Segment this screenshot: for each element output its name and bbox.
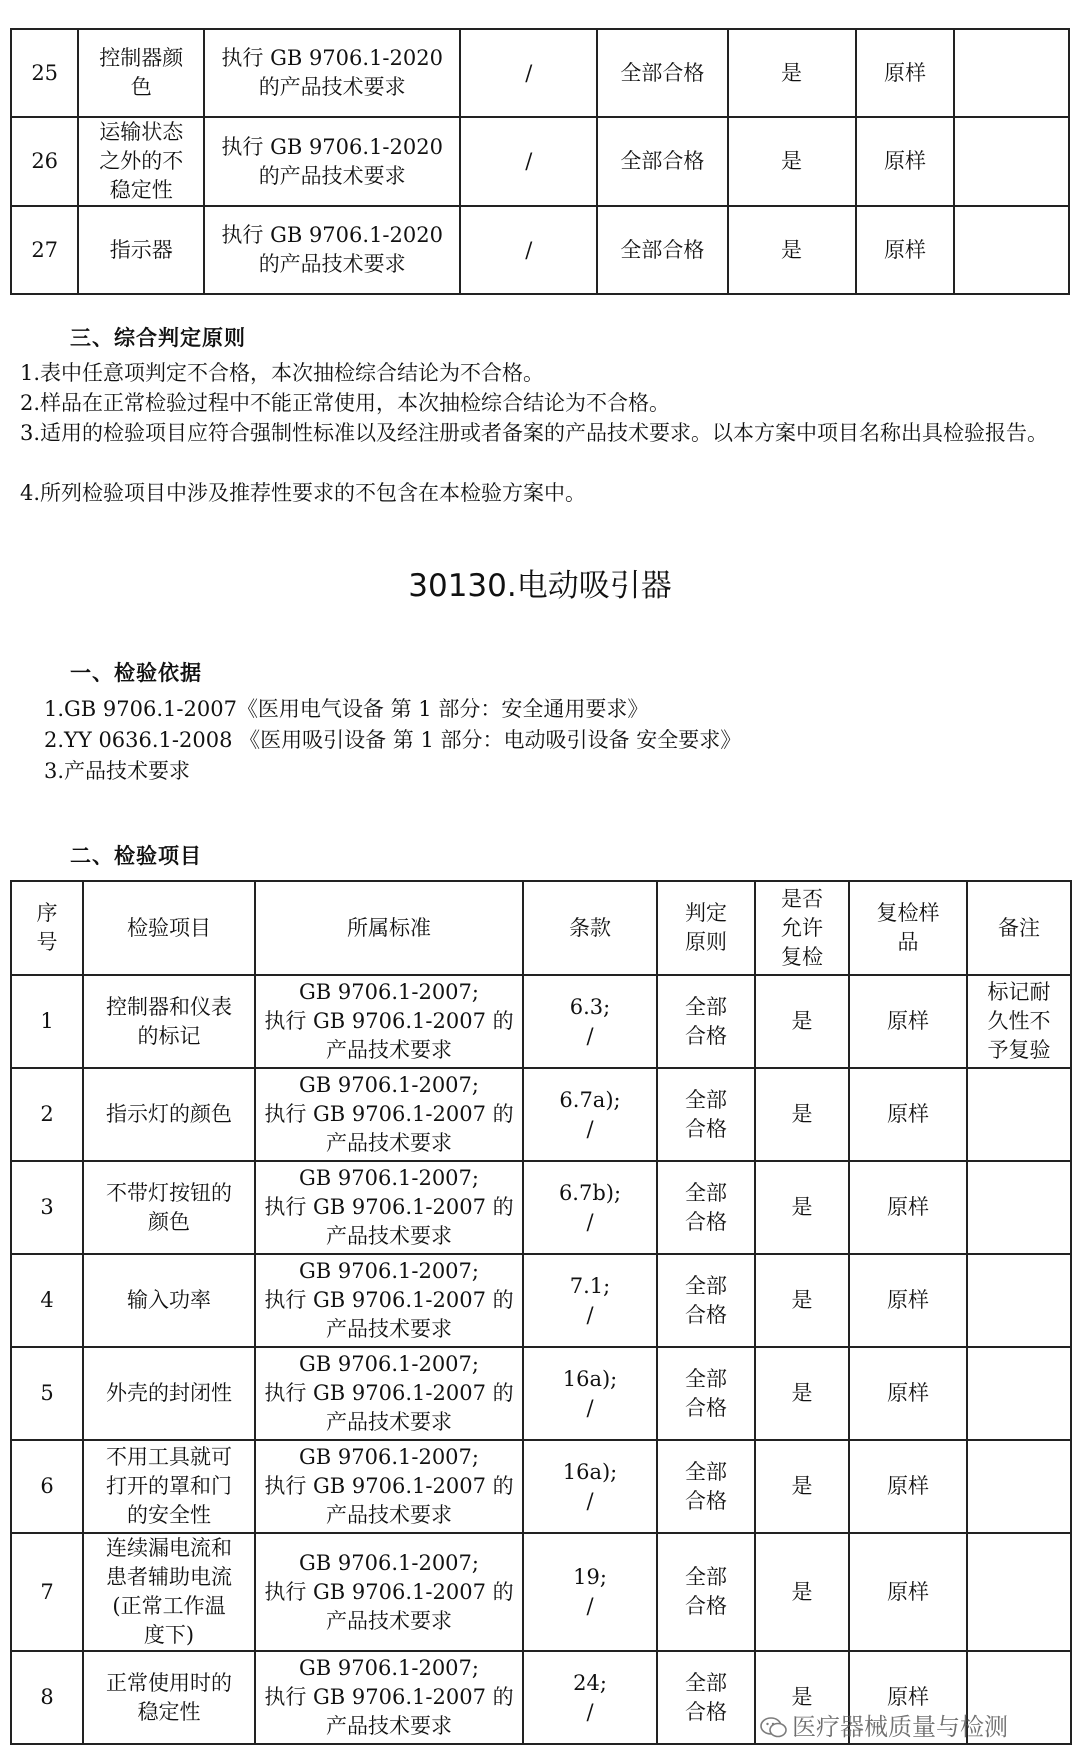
cell-clause: /: [460, 206, 597, 294]
cell-principle: 全部合格: [597, 117, 727, 206]
cell-clause: 24; /: [523, 1651, 657, 1744]
cell-item: 控制器颜 色: [78, 29, 204, 117]
cell-sample: 原样: [849, 1533, 967, 1651]
cell-principle: 全部 合格: [657, 1161, 755, 1254]
cell-clause: 6.3; /: [523, 975, 657, 1068]
cell-sample: 原样: [849, 975, 967, 1068]
section3-item-3: 3.适用的检验项目应符合强制性标准以及经注册或者备案的产品技术要求。以本方案中项目名称出具检验报告。: [20, 421, 1049, 445]
cell-recheck: 是: [755, 1651, 849, 1744]
cell-note: [967, 1533, 1071, 1651]
cell-recheck: 是: [755, 975, 849, 1068]
cell-note: [967, 1068, 1071, 1161]
basis-item-3: 3.产品技术要求: [44, 759, 191, 783]
cell-item: 控制器和仪表 的标记: [83, 975, 255, 1068]
cell-note: [967, 1440, 1071, 1533]
cell-no: 1: [11, 975, 83, 1068]
cell-recheck: 是: [755, 1440, 849, 1533]
column-header: 所属标准: [255, 881, 523, 975]
cell-principle: 全部 合格: [657, 975, 755, 1068]
table-header-row: [11, 881, 1071, 975]
cell-item: 指示器: [78, 206, 204, 294]
cell-recheck: 是: [728, 206, 856, 294]
cell-recheck: 是: [755, 1068, 849, 1161]
watermark: [760, 1707, 1008, 1742]
cell-note: 标记耐 久性不 予复验: [967, 975, 1071, 1068]
cell-clause: /: [460, 117, 597, 206]
basis-item-2: 2.YY 0636.1-2008 《医用吸引设备 第 1 部分：电动吸引设备 安全要求》: [44, 728, 742, 752]
cell-note: [954, 29, 1069, 117]
cell-clause: 19; /: [523, 1533, 657, 1651]
section3-item-2: 2.样品在正常检验过程中不能正常使用，本次抽检综合结论为不合格。: [20, 391, 671, 415]
cell-principle: 全部 合格: [657, 1347, 755, 1440]
cell-no: 2: [11, 1068, 83, 1161]
cell-no: 3: [11, 1161, 83, 1254]
cell-no: 5: [11, 1347, 83, 1440]
inspection-table-body: [11, 975, 1071, 1744]
document-title: 30130.电动吸引器: [408, 568, 672, 604]
cell-recheck: 是: [755, 1161, 849, 1254]
cell-clause: 7.1; /: [523, 1254, 657, 1347]
cell-principle: 全部合格: [597, 206, 727, 294]
cell-standard: 执行 GB 9706.1-2020 的产品技术要求: [204, 29, 460, 117]
table-row: [11, 1440, 1071, 1533]
cell-note: [954, 206, 1069, 294]
cell-sample: 原样: [849, 1161, 967, 1254]
cell-standard: GB 9706.1-2007; 执行 GB 9706.1-2007 的 产品技术要求: [255, 1533, 523, 1651]
table-row: [11, 1161, 1071, 1254]
cell-item: 不带灯按钮的 颜色: [83, 1161, 255, 1254]
section2-title: 二、检验项目: [70, 844, 202, 868]
cell-standard: GB 9706.1-2007; 执行 GB 9706.1-2007 的 产品技术要求: [255, 1161, 523, 1254]
cell-no: 4: [11, 1254, 83, 1347]
section3-item-4: 4.所列检验项目中涉及推荐性要求的不包含在本检验方案中。: [20, 481, 587, 505]
cell-recheck: 是: [755, 1533, 849, 1651]
wechat-icon: [760, 1717, 788, 1739]
cell-item: 连续漏电流和 患者辅助电流 (正常工作温 度下): [83, 1533, 255, 1651]
cell-note: [954, 117, 1069, 206]
column-header: 检验项目: [83, 881, 255, 975]
basis-item-1: 1.GB 9706.1-2007《医用电气设备 第 1 部分：安全通用要求》: [44, 697, 649, 721]
cell-principle: 全部 合格: [657, 1533, 755, 1651]
cell-item: 外壳的封闭性: [83, 1347, 255, 1440]
cell-clause: 16a); /: [523, 1440, 657, 1533]
cell-item: 输入功率: [83, 1254, 255, 1347]
cell-note: [967, 1254, 1071, 1347]
cell-recheck: 是: [755, 1254, 849, 1347]
table-row: [11, 29, 1069, 117]
cell-clause: 16a); /: [523, 1347, 657, 1440]
cell-principle: 全部合格: [597, 29, 727, 117]
cell-standard: GB 9706.1-2007; 执行 GB 9706.1-2007 的 产品技术要求: [255, 1651, 523, 1744]
cell-standard: GB 9706.1-2007; 执行 GB 9706.1-2007 的 产品技术要求: [255, 1347, 523, 1440]
table-row: [11, 1347, 1071, 1440]
cell-sample: 原样: [856, 206, 955, 294]
cell-principle: 全部 合格: [657, 1440, 755, 1533]
cell-no: 6: [11, 1440, 83, 1533]
top-table-body: [11, 29, 1069, 294]
cell-item: 正常使用时的 稳定性: [83, 1651, 255, 1744]
table-row: [11, 206, 1069, 294]
table-row: [11, 1254, 1071, 1347]
cell-clause: 6.7b); /: [523, 1161, 657, 1254]
column-header: 是否 允许 复检: [755, 881, 849, 975]
cell-principle: 全部 合格: [657, 1254, 755, 1347]
column-header: 条款: [523, 881, 657, 975]
cell-no: 25: [11, 29, 78, 117]
cell-recheck: 是: [728, 117, 856, 206]
column-header: 判定 原则: [657, 881, 755, 975]
column-header: 备注: [967, 881, 1071, 975]
column-header: 复检样 品: [849, 881, 967, 975]
table-row: [11, 975, 1071, 1068]
cell-no: 7: [11, 1533, 83, 1651]
cell-standard: 执行 GB 9706.1-2020 的产品技术要求: [204, 117, 460, 206]
cell-recheck: 是: [728, 29, 856, 117]
cell-sample: 原样: [856, 29, 955, 117]
cell-standard: GB 9706.1-2007; 执行 GB 9706.1-2007 的 产品技术要求: [255, 1068, 523, 1161]
inspection-items-table: [10, 880, 1072, 1745]
cell-standard: 执行 GB 9706.1-2020 的产品技术要求: [204, 206, 460, 294]
watermark-text: 医疗器械质量与检测: [792, 1713, 1008, 1741]
cell-note: [967, 1161, 1071, 1254]
cell-recheck: 是: [755, 1347, 849, 1440]
cell-principle: 全部 合格: [657, 1651, 755, 1744]
section3-item-1: 1.表中任意项判定不合格，本次抽检综合结论为不合格。: [20, 361, 545, 385]
cell-sample: 原样: [856, 117, 955, 206]
cell-item: 运输状态 之外的不 稳定性: [78, 117, 204, 206]
table-row: [11, 1533, 1071, 1651]
section3-title: 三、综合判定原则: [70, 326, 246, 350]
cell-sample: 原样: [849, 1068, 967, 1161]
cell-no: 27: [11, 206, 78, 294]
table-row: [11, 117, 1069, 206]
top-inspection-table: [10, 28, 1070, 295]
section1-title: 一、检验依据: [70, 661, 202, 685]
cell-clause: 6.7a); /: [523, 1068, 657, 1161]
cell-standard: GB 9706.1-2007; 执行 GB 9706.1-2007 的 产品技术要求: [255, 1440, 523, 1533]
cell-sample: 原样: [849, 1440, 967, 1533]
cell-standard: GB 9706.1-2007; 执行 GB 9706.1-2007 的 产品技术要求: [255, 975, 523, 1068]
column-header: 序 号: [11, 881, 83, 975]
cell-sample: 原样: [849, 1254, 967, 1347]
cell-sample: 原样: [849, 1651, 967, 1744]
cell-principle: 全部 合格: [657, 1068, 755, 1161]
cell-sample: 原样: [849, 1347, 967, 1440]
cell-no: 26: [11, 117, 78, 206]
cell-note: [967, 1347, 1071, 1440]
cell-item: 不用工具就可 打开的罩和门 的安全性: [83, 1440, 255, 1533]
cell-standard: GB 9706.1-2007; 执行 GB 9706.1-2007 的 产品技术要求: [255, 1254, 523, 1347]
cell-no: 8: [11, 1651, 83, 1744]
table-row: [11, 1068, 1071, 1161]
cell-item: 指示灯的颜色: [83, 1068, 255, 1161]
cell-clause: /: [460, 29, 597, 117]
